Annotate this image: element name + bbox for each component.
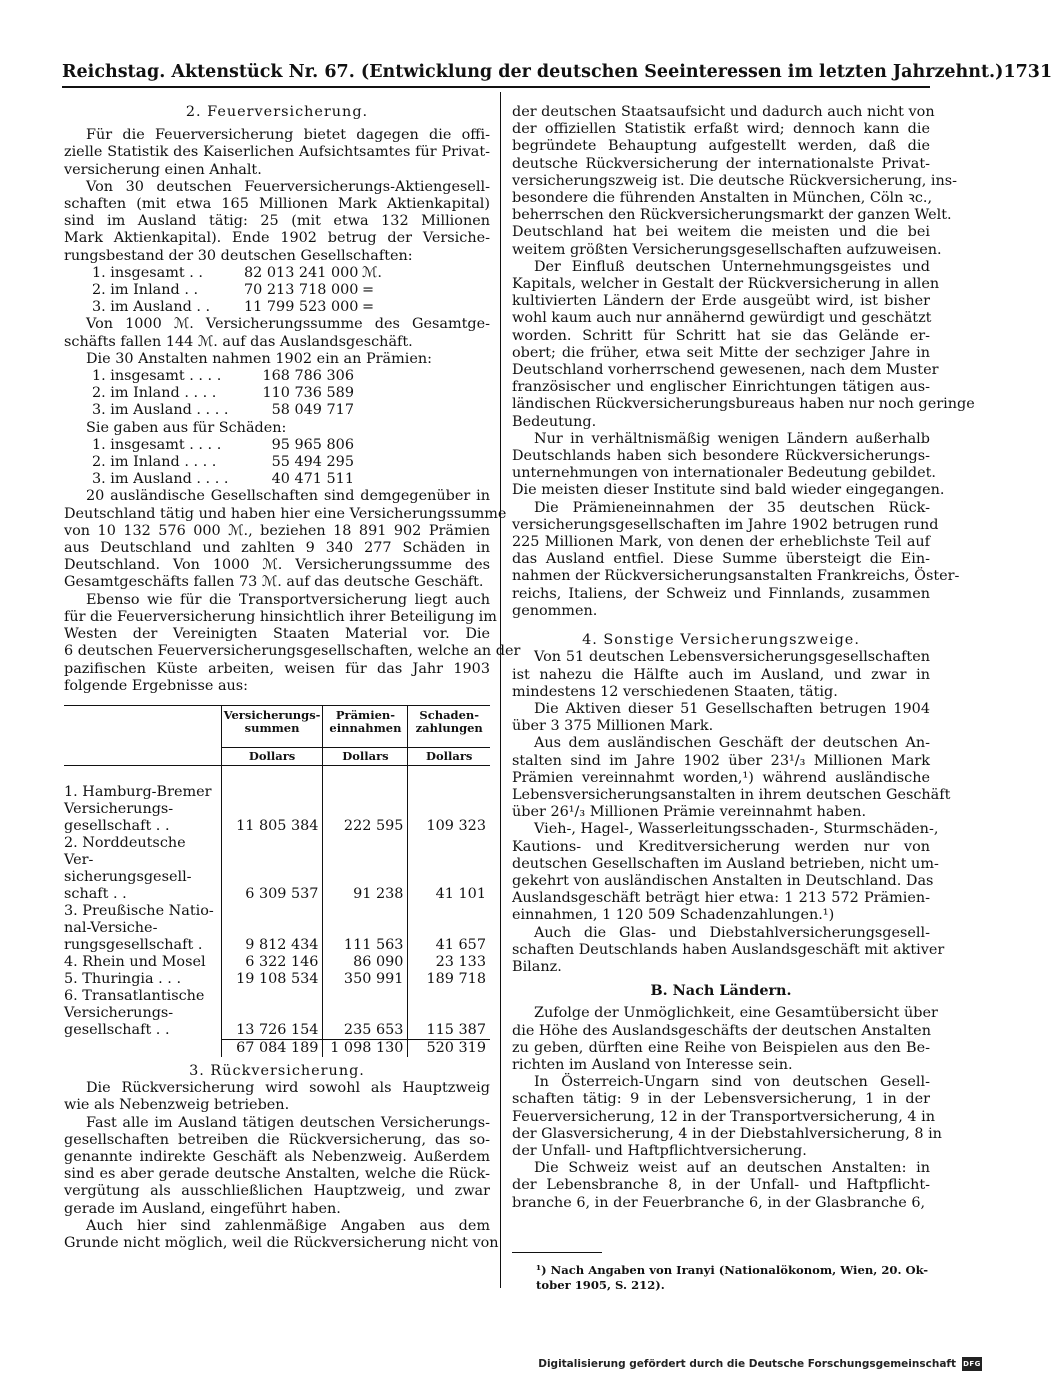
table-unit-row xyxy=(64,748,490,766)
text-line: der Glasversicherung, 4 in der Diebstahlversicherung, 8 in xyxy=(512,1125,942,1142)
text-line: Gesamtgeschäfts fallen 73 ℳ. auf das deutsche Geschäft. xyxy=(64,574,484,591)
footnote-line: ¹) Nach Angaben von Iranyi (Nationalökonom, Wien, 20. Ok- xyxy=(536,1263,929,1277)
list-item: 1. insgesamt . . 82 013 241 000 ℳ. xyxy=(92,264,382,281)
paragraph xyxy=(512,701,930,735)
paragraph xyxy=(64,1115,490,1218)
text-line: Von 51 deutschen Lebensversicherungsgesellschaften xyxy=(534,649,930,666)
text-line: Auslandsgeschäft beträgt hier etwa: 1 213 572 Prämien- xyxy=(512,890,930,907)
section-heading-sonstige: 4. Sonstige Versicherungszweige. xyxy=(582,632,860,649)
company-name: 2. Norddeutsche Ver-sicherungsgesell-schaft . . xyxy=(64,835,192,903)
column-divider xyxy=(500,92,501,1288)
text-line: der offiziellen Statistik erfaßt wird; dennoch kann die xyxy=(512,121,930,138)
text-line: 225 Millionen Mark, von denen der erheblichste Teil auf xyxy=(512,534,930,551)
text-line: sind es aber gerade deutsche Anstalten, welche die Rück- xyxy=(64,1166,490,1183)
text-line: für die Feuerversicherung hinsichtlich ihrer Beteiligung im xyxy=(64,608,497,625)
text-line: schaften tätig: 9 in der Lebensversicherung, 1 in der xyxy=(512,1091,930,1108)
text-line: die Höhe des Auslandsgeschäfts der deutschen Anstalten xyxy=(512,1022,931,1039)
credit-text: Digitalisierung gefördert durch die Deutsche Forschungsgemeinschaft xyxy=(538,1358,956,1370)
text-line: versicherungsgesellschaften im Jahre 1902 betrugen rund xyxy=(512,516,939,533)
table-row: 1. Hamburg-Bremer Versicherungs-gesellschaft . . 11 805 384 222 595 109 323 xyxy=(64,784,490,835)
header-title: Reichstag. Aktenstück Nr. 67. (Entwicklung der deutschen Seeinteressen im letzten Jahrzehnt.) xyxy=(62,62,1004,82)
text-line: Deutschland hat bei weitem die meisten und die bei xyxy=(512,224,930,241)
left-column xyxy=(64,104,521,1252)
text-line: Kautions- und Kreditversicherung werden nur von xyxy=(512,838,930,855)
text-line: In Österreich-Ungarn sind von deutschen Gesell- xyxy=(534,1074,930,1091)
text-line: französischer und englischer Einrichtungen tätigen aus- xyxy=(512,379,930,396)
text-line: 6 deutschen Feuerversicherungsgesellschaften, welche an der xyxy=(64,643,521,660)
text-line: Sie gaben aus für Schäden: xyxy=(86,419,287,436)
text-line: Auch hier sind zahlenmäßige Angaben aus dem xyxy=(86,1217,490,1234)
text-line: Ebenso wie für die Transportversicherung liegt auch xyxy=(86,591,490,608)
text-line: von 10 132 576 000 ℳ., beziehen 18 891 902 Prämien xyxy=(64,522,490,539)
paragraph xyxy=(512,430,945,500)
text-line: pazifischen Küste arbeiten, weisen für das Jahr 1903 xyxy=(64,660,490,677)
paragraph xyxy=(512,104,958,259)
text-line: vergütung als ausschließlichen Hauptzweig, und zwar xyxy=(64,1183,490,1200)
text-line: Die Aktiven dieser 51 Gesellschaften betrugen 1904 xyxy=(534,700,930,717)
text-line: wohl kaum auch nur annähernd gewürdigt und geschätzt xyxy=(512,310,932,327)
table-row: 2. Norddeutsche Ver-sicherungsgesell-schaft . . 6 309 537 91 238 41 101 xyxy=(64,835,490,903)
paragraph xyxy=(64,179,490,265)
text-line: Bedeutung. xyxy=(512,413,597,430)
text-line: Fast alle im Ausland tätigen deutschen Versicherungs- xyxy=(86,1114,490,1131)
paragraph xyxy=(64,591,521,695)
text-line: Die Schweiz weist auf an deutschen Anstalten: in xyxy=(534,1160,930,1177)
paragraph xyxy=(512,499,960,620)
text-line: der Lebensbranche 8, in der Unfall- und Haftpflicht- xyxy=(512,1177,930,1194)
text-line: deutschen Gesellschaften im Ausland betrieben, nicht um- xyxy=(512,855,939,872)
table-row: 3. Preußische Natio-nal-Versiche-rungsgesellschaft . 9 812 434 111 563 41 657 xyxy=(64,903,490,954)
text-line: ist nahezu die Hälfte auch im Ausland, und zwar in xyxy=(512,666,930,683)
table-header-row xyxy=(64,705,490,748)
paragraph xyxy=(64,127,490,179)
paragraph xyxy=(512,924,945,977)
text-line: der deutschen Staatsaufsicht und dadurch auch nicht von xyxy=(512,104,935,120)
list-item: 2. im Inland . . . . 110 736 589 xyxy=(92,385,354,402)
text-line: schaften (mit etwa 165 Millionen Mark Aktienkapital) xyxy=(64,196,490,213)
text-line: einnahmen, 1 120 509 Schadenzahlungen.¹) xyxy=(512,907,835,924)
text-line: kultivierten Ländern der Erde ausgeübt wird, ist bisher xyxy=(512,293,930,310)
claims-list xyxy=(64,437,490,489)
text-line: weitem größten Versicherungsgesellschaften aufzuweisen. xyxy=(512,241,942,258)
text-line: genommen. xyxy=(512,602,598,619)
text-line: ländischen Rückversicherungsbureaus haben nur noch geringe xyxy=(512,396,975,413)
table-header-cell: Schaden-zahlungen xyxy=(408,705,490,748)
text-line: Prämien vereinnahmt worden,¹) während ausländische xyxy=(512,769,930,786)
text-line: Westen der Vereinigten Staaten Material vor. Die xyxy=(64,626,490,643)
text-line: versicherung einen Anhalt. xyxy=(64,161,262,178)
paragraph xyxy=(512,1005,938,1074)
text-line: Lebensversicherungsanstalten in ihrem deutschen Geschäft xyxy=(512,786,951,803)
text-line: gekehrt von ausländischen Anstalten in Deutschland. Das xyxy=(512,872,934,889)
text-line: gerade im Ausland, eingeführt haben. xyxy=(64,1200,341,1217)
text-line: Für die Feuerversicherung bietet dagegen die offi- xyxy=(86,127,490,144)
text-line: Deutschland tätig und haben hier eine Versicherungssumme xyxy=(64,505,507,522)
dfg-logo-icon: DFG xyxy=(962,1357,982,1371)
text-line: sind im Ausland tätig: 25 (mit etwa 132 Millionen xyxy=(64,213,490,230)
paragraph xyxy=(64,420,490,437)
list-item: 3. im Ausland . . 11 799 523 000 = xyxy=(92,299,375,316)
text-line: schäfts fallen 144 ℳ. auf das Auslandsgeschäft. xyxy=(64,333,413,350)
text-line: worden. Schritt für Schritt hat sie das Gelände er- xyxy=(512,327,930,344)
table-row: 4. Rhein und Mosel 6 322 146 86 090 23 133 xyxy=(64,954,490,971)
paragraph xyxy=(64,488,507,591)
table-unit-cell: Dollars xyxy=(408,748,490,766)
text-line: reichs, Italiens, der Schweiz und Finnlands, zusammen xyxy=(512,585,930,602)
text-line: besondere die führenden Anstalten in München, Cöln ꝛc., xyxy=(512,190,933,207)
table-unit-cell: Dollars xyxy=(221,748,323,766)
text-line: branche 6, in der Feuerbranche 6, in der Glasbranche 6, xyxy=(512,1194,926,1211)
paragraph xyxy=(512,258,975,431)
right-column xyxy=(512,104,975,1212)
table-row: 5. Thuringia . . . 19 108 534 350 991 189 718 xyxy=(64,971,490,988)
text-line: das Ausland entfiel. Diese Summe übersteigt die Ein- xyxy=(512,551,930,568)
list-item: 2. im Inland . . . . 55 494 295 xyxy=(92,454,354,471)
text-line: Der Einfluß deutschen Unternehmungsgeistes und xyxy=(534,258,930,275)
text-line: Deutschlands haben sich besondere Rückversicherungs- xyxy=(512,448,930,465)
text-line: Die Rückversicherung wird sowohl als Hauptzweig xyxy=(86,1080,490,1097)
text-line: rungsbestand der 30 deutschen Gesellschaften: xyxy=(64,247,413,264)
paragraph xyxy=(64,316,490,350)
text-line: Bilanz. xyxy=(512,958,562,975)
text-line: über 3 375 Millionen Mark. xyxy=(512,718,714,735)
text-line: stalten sind im Jahre 1902 über 23¹/₃ Millionen Mark xyxy=(512,752,930,769)
text-line: nahmen der Rückversicherungsanstalten Frankreichs, Öster- xyxy=(512,568,960,585)
text-line: beherrschen den Rückversicherungsmarkt der ganzen Welt. xyxy=(512,207,952,224)
text-line: unternehmungen von internationaler Bedeutung gebildet. xyxy=(512,465,936,482)
text-line: Aus dem ausländischen Geschäft der deutschen An- xyxy=(534,735,930,752)
company-name: 3. Preußische Natio-nal-Versiche-rungsgesellschaft . xyxy=(64,903,214,954)
text-line: Die Prämieneinnahmen der 35 deutschen Rück- xyxy=(534,499,930,516)
footnote-line: tober 1905, S. 212). xyxy=(536,1278,665,1292)
text-line: Auch die Glas- und Diebstahlversicherungsgesell- xyxy=(534,924,930,941)
digitization-credit xyxy=(538,1357,982,1371)
text-line: aus Deutschland und zahlten 9 340 277 Schäden in xyxy=(64,540,490,557)
list-item: 1. insgesamt . . . . 168 786 306 xyxy=(92,368,354,385)
text-line: Die 30 Anstalten nahmen 1902 ein an Prämien: xyxy=(86,350,432,367)
text-line: Feuerversicherung, 12 in der Transportversicherung, 4 in xyxy=(512,1108,936,1125)
text-line: richten im Ausland von Interesse sein. xyxy=(512,1056,793,1073)
section-heading-rueckversicherung: 3. Rückversicherung. xyxy=(189,1062,365,1079)
text-line: zielle Statistik des Kaiserlichen Aufsichtsamtes für Privat- xyxy=(64,144,490,161)
text-line: Deutschland vorherrschend gewesenen, nach dem Muster xyxy=(512,362,939,379)
text-line: Kapitals, welcher in Gestalt der Rückversicherung in allen xyxy=(512,276,940,293)
text-line: genannte indirekte Geschäft als Nebenzweig. Außerdem xyxy=(64,1148,490,1165)
text-line: 20 ausländische Gesellschaften sind demgegenüber in xyxy=(86,488,490,505)
paragraph xyxy=(64,1080,490,1114)
list-item: 1. insgesamt . . . . 95 965 806 xyxy=(92,436,354,453)
paragraph xyxy=(512,735,951,821)
table-header-cell: Prämien-einnahmen xyxy=(323,705,408,748)
text-line: Von 30 deutschen Feuerversicherungs-Aktiengesell- xyxy=(86,178,490,195)
text-line: über 26¹/₃ Millionen Prämie vereinnahmt haben. xyxy=(512,804,867,821)
text-line: Grunde nicht möglich, weil die Rückversicherung nicht von xyxy=(64,1234,499,1251)
paragraph xyxy=(512,1074,942,1160)
company-name: 5. Thuringia . . . xyxy=(64,971,182,988)
list-item: 3. im Ausland . . . . 58 049 717 xyxy=(92,402,354,419)
table-header-empty xyxy=(64,705,221,748)
table-row: 6. Transatlantische Versicherungs-gesellschaft . . 13 726 154 235 653 115 387 xyxy=(64,988,490,1039)
paragraph xyxy=(64,351,490,368)
text-line: zu geben, dürften eine Reihe von Beispielen aus den Be- xyxy=(512,1039,930,1056)
text-line: schaften Deutschlands haben Auslandsgeschäft mit aktiver xyxy=(512,941,945,958)
table-unit-cell: Dollars xyxy=(323,748,408,766)
company-name: 1. Hamburg-Bremer Versicherungs-gesellschaft . . xyxy=(64,784,212,835)
text-line: folgende Ergebnisse aus: xyxy=(64,677,249,694)
footnote-rule xyxy=(512,1252,602,1253)
section-heading-nach-laendern: B. Nach Ländern. xyxy=(650,982,792,1000)
company-name: 4. Rhein und Mosel xyxy=(64,954,206,971)
table-header-cell: Versicherungs-summen xyxy=(221,705,323,748)
insurance-stock-list xyxy=(64,265,490,317)
paragraph xyxy=(512,649,930,701)
paragraph xyxy=(64,1217,499,1252)
text-line: der Unfall- und Haftpflichtversicherung. xyxy=(512,1142,807,1159)
text-line: obert; die früher, etwa seit Mitte der sechziger Jahre in xyxy=(512,344,930,361)
text-line: Von 1000 ℳ. Versicherungssumme des Gesamtge- xyxy=(86,316,490,333)
premium-list xyxy=(64,368,490,420)
list-item: 2. im Inland . . 70 213 718 000 = xyxy=(92,282,375,299)
text-line: Deutschland. Von 1000 ℳ. Versicherungssumme des xyxy=(64,557,490,574)
text-line: Mark Aktienkapital). Ende 1902 betrug der Versiche- xyxy=(64,230,490,247)
running-header xyxy=(62,52,1052,82)
results-table xyxy=(64,705,490,1057)
page-number: 1731 xyxy=(1003,62,1052,82)
text-line: versicherungszweig ist. Die deutsche Rückversicherung, ins- xyxy=(512,172,958,189)
text-line: mindestens 12 verschiedenen Staaten, tätig. xyxy=(512,683,838,700)
footnote xyxy=(536,1263,930,1293)
text-line: deutsche Rückversicherung der internationalste Privat- xyxy=(512,155,930,172)
table-total-row: 67 084 189 1 098 130 520 319 xyxy=(64,1039,490,1057)
text-line: begründete Behauptung aufgestellt werden, daß die xyxy=(512,138,930,155)
text-line: Nur in verhältnismäßig wenigen Ländern außerhalb xyxy=(534,430,930,447)
company-name: 6. Transatlantische Versicherungs-gesellschaft . . xyxy=(64,988,205,1039)
list-item: 3. im Ausland . . . . 40 471 511 xyxy=(92,471,354,488)
text-line: wie als Nebenzweig betrieben. xyxy=(64,1097,290,1114)
paragraph xyxy=(512,1160,930,1212)
header-rule xyxy=(62,86,930,88)
text-line: gesellschaften betreiben die Rückversicherung, das so- xyxy=(64,1131,490,1148)
results-table-wrapper xyxy=(64,705,490,1057)
text-line: Zufolge der Unmöglichkeit, eine Gesamtübersicht über xyxy=(534,1005,938,1022)
text-line: Die meisten dieser Institute sind bald wieder eingegangen. xyxy=(512,482,945,499)
text-line: Vieh-, Hagel-, Wasserleitungsschaden-, Sturmschäden-, xyxy=(534,821,939,838)
section-heading-feuerversicherung: 2. Feuerversicherung. xyxy=(185,104,369,120)
paragraph xyxy=(512,821,939,924)
